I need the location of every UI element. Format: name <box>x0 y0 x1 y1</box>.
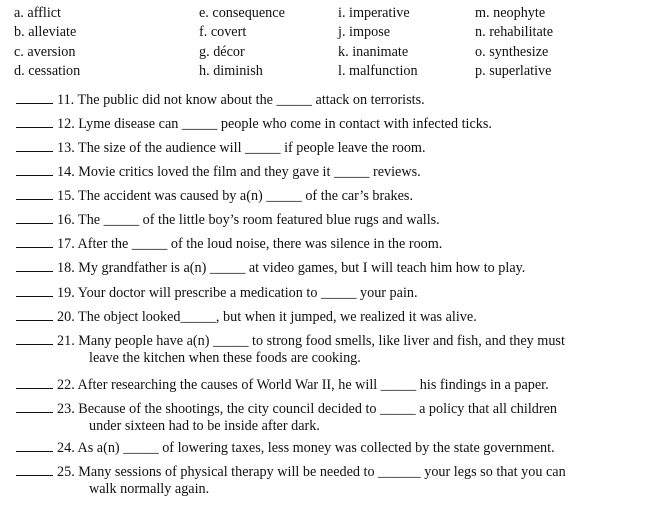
question-text: The _____ of the little boy’s room featured blue rugs and walls. <box>74 212 440 228</box>
question-number: 21. <box>57 333 75 349</box>
answer-blank[interactable] <box>16 439 53 452</box>
answer-blank[interactable] <box>16 332 53 345</box>
question-number: 16. <box>57 212 75 228</box>
question-item <box>16 187 636 205</box>
question-item <box>16 439 636 457</box>
word-option: m. neophyte <box>475 5 546 21</box>
question-text: After researching the causes of World War II, he will _____ his findings in a paper. <box>74 377 549 393</box>
word-option: c. aversion <box>14 43 76 60</box>
question-number: 19. <box>57 285 75 301</box>
answer-blank[interactable] <box>16 259 53 272</box>
question-number: 25. <box>57 464 75 480</box>
question-number: 14. <box>57 164 75 180</box>
question-item <box>16 139 636 157</box>
answer-blank[interactable] <box>16 187 53 200</box>
question-text: Lyme disease can _____ people who come in contact with infected ticks. <box>74 116 492 132</box>
word-option: n. rehabilitate <box>475 24 553 41</box>
answer-blank[interactable] <box>16 235 53 248</box>
question-number: 13. <box>57 140 75 156</box>
question-text-continued: under sixteen had to be inside after dark. <box>89 418 320 435</box>
answer-blank[interactable] <box>16 376 53 389</box>
word-option: j. impose <box>338 24 391 41</box>
question-item <box>16 235 636 253</box>
question-text: The accident was caused by a(n) _____ of the car’s brakes. <box>74 188 414 204</box>
question-item <box>16 284 636 302</box>
question-text: As a(n) _____ of lowering taxes, less money was collected by the state government. <box>74 440 555 456</box>
question-text: My grandfather is a(n) _____ at video games, but I will teach him how to play. <box>74 260 526 276</box>
question-number: 18. <box>57 260 75 276</box>
question-text: Your doctor will prescribe a medication to _____ your pain. <box>74 285 418 301</box>
answer-blank[interactable] <box>16 115 53 128</box>
answer-blank[interactable] <box>16 139 53 152</box>
question-text: Because of the shootings, the city council decided to _____ a policy that all children <box>74 401 557 417</box>
word-option: b. alleviate <box>14 24 77 41</box>
question-item <box>16 211 636 229</box>
question-text: Many sessions of physical therapy will be needed to ______ your legs so that you can <box>74 464 566 480</box>
question-number: 15. <box>57 188 75 204</box>
word-bank-column-3 <box>338 4 418 82</box>
word-option: l. malfunction <box>338 63 418 80</box>
question-number: 17. <box>57 236 75 252</box>
question-number: 12. <box>57 116 75 132</box>
word-option: f. covert <box>199 24 247 41</box>
answer-blank[interactable] <box>16 463 53 476</box>
word-bank-column-1 <box>14 4 80 82</box>
question-item <box>16 308 636 326</box>
question-text: The object looked_____, but when it jumped, we realized it was alive. <box>74 309 477 325</box>
word-option: e. consequence <box>199 5 285 21</box>
answer-blank[interactable] <box>16 211 53 224</box>
word-option: d. cessation <box>14 63 81 80</box>
question-item <box>16 376 636 394</box>
question-number: 11. <box>57 92 75 108</box>
word-bank-column-2 <box>199 4 285 82</box>
question-item <box>16 332 636 368</box>
question-text: The public did not know about the _____ attack on terrorists. <box>77 92 425 108</box>
answer-blank[interactable] <box>16 91 53 104</box>
question-item <box>16 463 636 499</box>
question-number: 23. <box>57 401 75 417</box>
question-text: Many people have a(n) _____ to strong food smells, like liver and fish, and they must <box>74 333 565 349</box>
question-number: 20. <box>57 309 75 325</box>
word-option: i. imperative <box>338 5 410 21</box>
answer-blank[interactable] <box>16 284 53 297</box>
word-bank-column-4 <box>475 4 553 82</box>
question-text-continued: leave the kitchen when these foods are cooking. <box>89 350 361 367</box>
word-option: p. superlative <box>475 63 552 80</box>
question-item <box>16 163 636 181</box>
answer-blank[interactable] <box>16 163 53 176</box>
question-text-continued: walk normally again. <box>89 481 210 498</box>
word-option: h. diminish <box>199 63 263 80</box>
question-number: 22. <box>57 377 75 393</box>
question-item <box>16 400 636 436</box>
word-option: o. synthesize <box>475 43 549 60</box>
question-text: After the _____ of the loud noise, there was silence in the room. <box>74 236 443 252</box>
word-bank <box>0 0 653 92</box>
answer-blank[interactable] <box>16 400 53 413</box>
question-text: The size of the audience will _____ if people leave the room. <box>74 140 426 156</box>
word-option: k. inanimate <box>338 43 409 60</box>
word-option: a. afflict <box>14 5 62 21</box>
question-number: 24. <box>57 440 75 456</box>
question-item <box>16 259 636 277</box>
question-item <box>16 115 636 133</box>
word-option: g. décor <box>199 43 245 60</box>
answer-blank[interactable] <box>16 308 53 321</box>
question-item <box>16 91 636 109</box>
question-text: Movie critics loved the film and they gave it _____ reviews. <box>74 164 421 180</box>
